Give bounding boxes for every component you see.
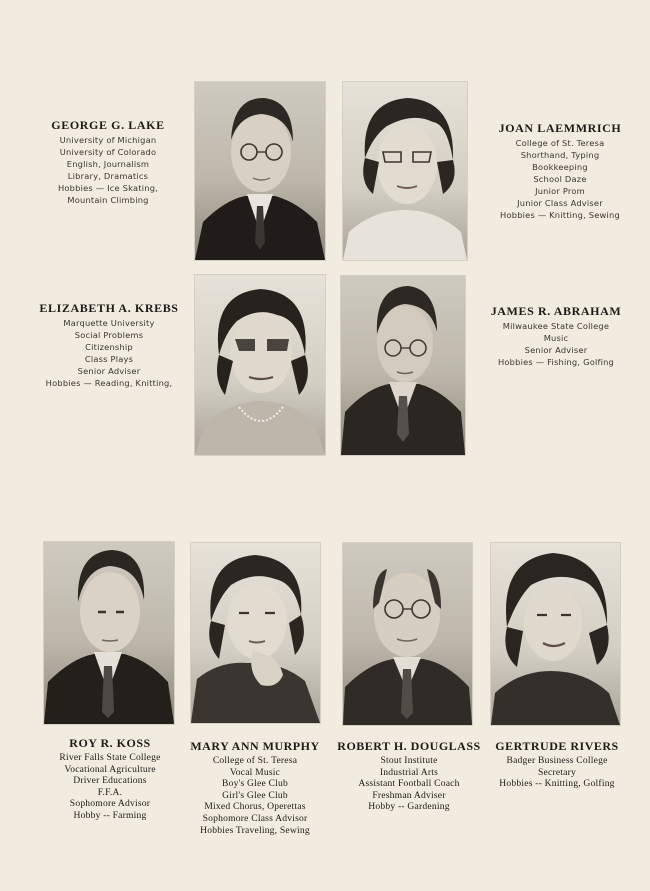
portrait-roy-koss — [44, 542, 174, 724]
bio-joan-laemmrich — [487, 121, 633, 221]
bio-line: Library, Dramatics — [67, 171, 149, 181]
bio-line: Industrial Arts — [379, 766, 439, 778]
bio-line: Freshman Adviser — [372, 789, 446, 801]
portrait-george-lake-image — [195, 82, 325, 260]
bio-line: Stout Institute — [380, 755, 438, 766]
bio-robert-douglass — [334, 739, 484, 813]
bio-mary-ann-murphy — [182, 739, 328, 836]
portrait-roy-koss-image — [44, 542, 174, 724]
bio-line: Vocal Music — [229, 766, 281, 778]
bio-line: University of Colorado — [59, 147, 157, 157]
bio-name: GEORGE G. LAKE — [51, 118, 165, 132]
bio-line: Music — [543, 333, 569, 343]
bio-line: Junior Class Adviser — [517, 198, 603, 208]
bio-line: Secretary — [537, 766, 577, 778]
bio-name: MARY ANN MURPHY — [190, 739, 320, 753]
portrait-elizabeth-krebs-image — [195, 275, 325, 455]
bio-line: Assistant Football Coach — [358, 778, 460, 790]
bio-line: Hobbies Traveling, Sewing — [200, 824, 310, 836]
bio-line: Hobbies — Reading, Knitting, — [45, 378, 173, 388]
bio-line: Hobbies — Knitting, Sewing — [500, 210, 620, 220]
bio-line: Mixed Chorus, Operettas — [204, 801, 306, 813]
bio-james-abraham — [487, 304, 625, 368]
bio-line: College of St. Teresa — [212, 755, 298, 766]
bio-line: School Daze — [533, 174, 587, 184]
portrait-james-abraham-image — [341, 276, 465, 455]
bio-line: Milwaukee State College — [502, 321, 610, 331]
bio-line: Junior Prom — [535, 186, 585, 196]
bio-line: Mountain Climbing — [67, 195, 149, 205]
bio-roy-koss — [40, 736, 180, 822]
bio-line: Sophomore Advisor — [69, 798, 151, 810]
bio-name: ELIZABETH A. KREBS — [39, 301, 179, 315]
bio-name: ROY R. KOSS — [69, 736, 151, 750]
bio-line: Hobby -- Gardening — [368, 801, 450, 813]
bio-line: Hobbies — Ice Skating, — [57, 183, 159, 193]
bio-line: Boy's Glee Club — [221, 778, 289, 790]
bio-name: ROBERT H. DOUGLASS — [337, 739, 481, 753]
bio-line: Class Plays — [84, 354, 134, 364]
portrait-george-lake — [195, 82, 325, 260]
bio-line: Shorthand, Typing — [520, 150, 600, 160]
bio-name: GERTRUDE RIVERS — [495, 739, 619, 753]
bio-line: Driver Educations — [73, 775, 147, 787]
bio-line: Bookkeeping — [532, 162, 588, 172]
bio-line: Hobbies — Fishing, Golfing — [497, 357, 615, 367]
portrait-mary-ann-murphy — [191, 543, 320, 723]
bio-gertrude-rivers — [484, 739, 630, 790]
bio-line: Hobby -- Farming — [73, 809, 147, 821]
bio-line: Senior Adviser — [77, 366, 141, 376]
bio-line: Marquette University — [63, 318, 155, 328]
bio-name: JOAN LAEMMRICH — [498, 121, 622, 135]
bio-line: College of St. Teresa — [515, 138, 605, 148]
bio-line: Girl's Glee Club — [222, 789, 288, 801]
bio-george-lake — [46, 118, 170, 206]
portrait-joan-laemmrich — [343, 82, 467, 260]
portrait-gertrude-rivers-image — [491, 543, 620, 725]
bio-line: Senior Adviser — [524, 345, 588, 355]
bio-line: Hobbies -- Knitting, Golfing — [499, 778, 615, 790]
bio-name: JAMES R. ABRAHAM — [490, 304, 622, 318]
bio-elizabeth-krebs — [38, 301, 180, 389]
bio-line: Vocational Agriculture — [64, 763, 156, 775]
portrait-gertrude-rivers — [491, 543, 620, 725]
bio-line: University of Michigan — [59, 135, 157, 145]
bio-line: Badger Business College — [506, 755, 608, 766]
portrait-james-abraham — [341, 276, 465, 455]
portrait-joan-laemmrich-image — [343, 82, 467, 260]
portrait-mary-ann-murphy-image — [191, 543, 320, 723]
bio-line: F.F.A. — [97, 786, 123, 798]
portrait-robert-douglass — [343, 543, 472, 725]
bio-line: River Falls State College — [59, 752, 161, 763]
bio-line: Social Problems — [74, 330, 144, 340]
bio-line: English, Journalism — [66, 159, 150, 169]
bio-line: Citizenship — [85, 342, 133, 352]
bio-line: Sophomore Class Advisor — [202, 812, 308, 824]
portrait-elizabeth-krebs — [195, 275, 325, 455]
portrait-robert-douglass-image — [343, 543, 472, 725]
